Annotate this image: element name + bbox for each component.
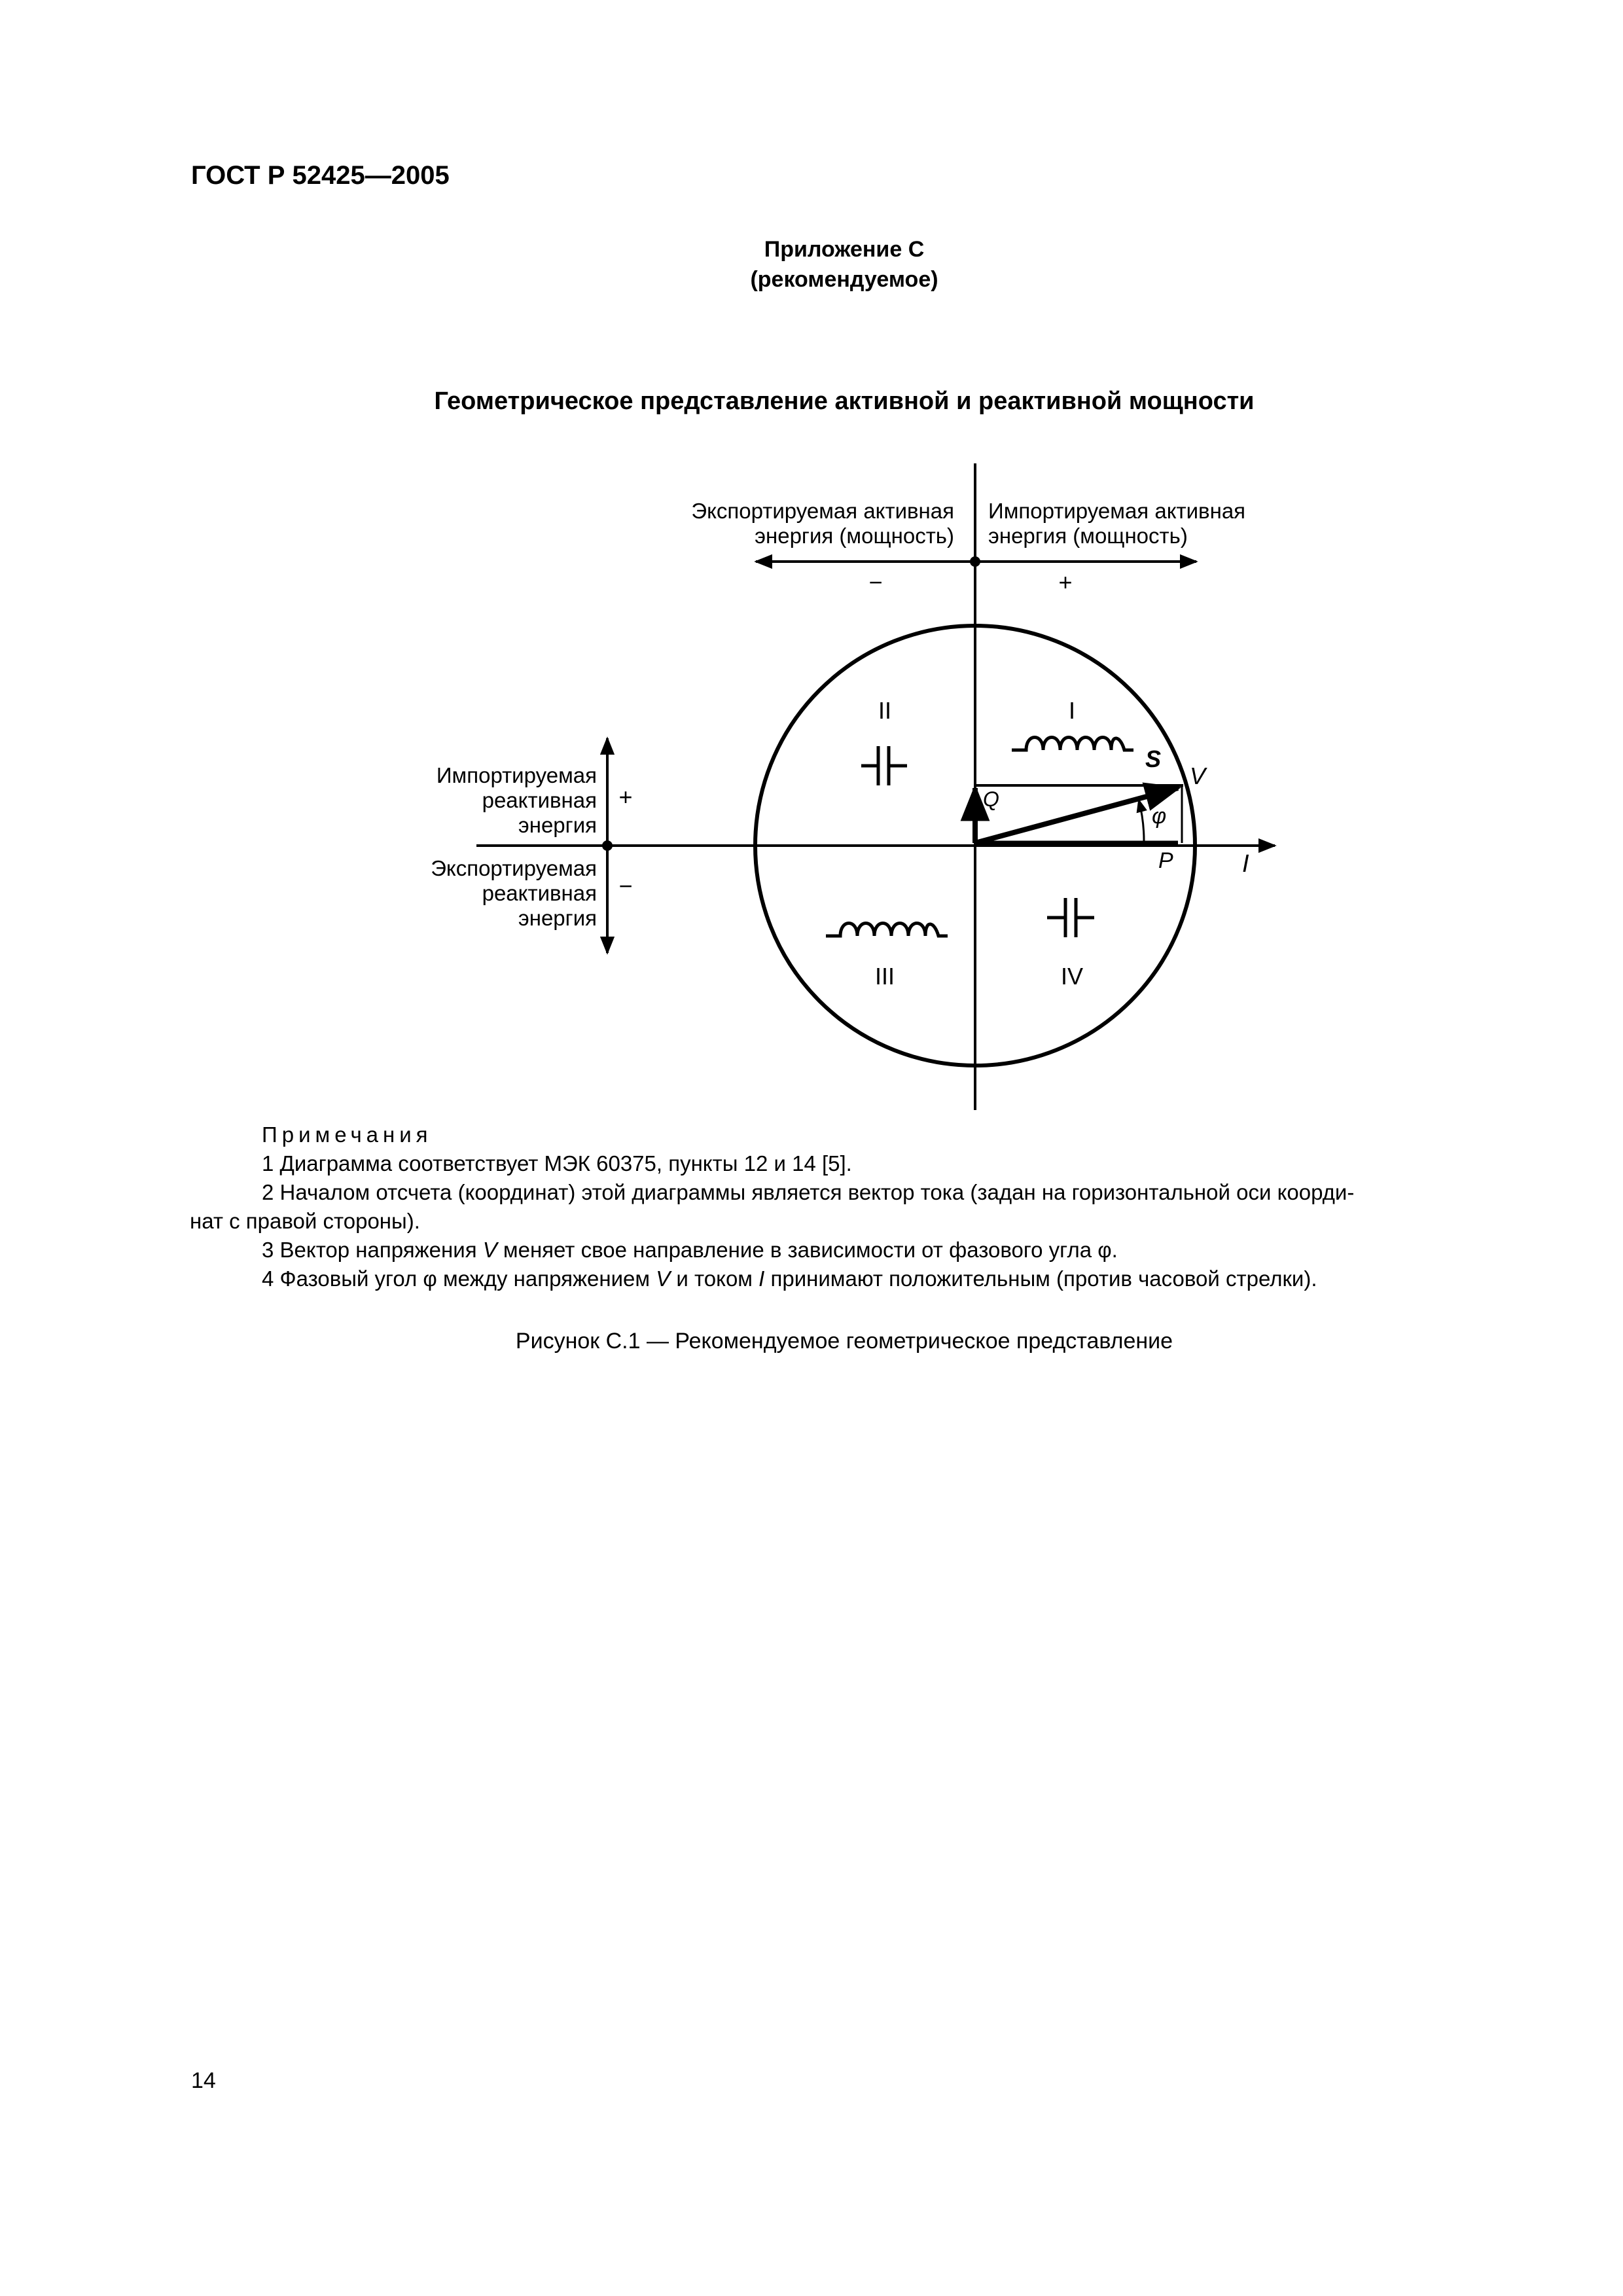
note-3-v: V xyxy=(482,1238,497,1262)
quadrant-3-label: III xyxy=(874,963,895,990)
figure-caption: Рисунок С.1 — Рекомендуемое геометрическое представление xyxy=(515,1329,1173,1354)
reactive-arrow-origin-dot xyxy=(602,840,613,851)
note-4-v: V xyxy=(656,1266,671,1291)
inductor-icon xyxy=(826,924,948,937)
active-import-label-line-2: энергия (мощность) xyxy=(988,524,1188,548)
note-4-text-mid: и током xyxy=(670,1266,759,1291)
quadrant-4-label: IV xyxy=(1060,963,1084,990)
document-code: ГОСТ Р 52425—2005 xyxy=(191,161,450,190)
label-phi: φ xyxy=(1152,804,1167,829)
annex-subtitle: (рекомендуемое) xyxy=(750,267,938,292)
capacitor-icon xyxy=(1047,898,1094,937)
reactive-import-label-line-1: Импортируемая xyxy=(436,763,597,787)
inductor-icon xyxy=(1012,738,1133,751)
note-3-text-end: меняет свое направление в зависимости от фазового угла φ. xyxy=(497,1238,1118,1262)
reactive-plus-sign: + xyxy=(618,783,633,810)
reactive-import-label-line-3: энергия xyxy=(518,813,597,837)
label-v: V xyxy=(1190,762,1206,789)
note-3 xyxy=(262,1236,1518,1265)
note-1: 1 Диаграмма соответствует МЭК 60375, пункты 12 и 14 [5]. xyxy=(262,1151,852,1175)
page-number: 14 xyxy=(191,2068,216,2093)
note-2-continuation: нат с правой стороны). xyxy=(190,1209,420,1233)
power-diagram xyxy=(0,0,1623,1126)
label-q: Q xyxy=(983,787,999,811)
active-export-label-line-2: энергия (мощность) xyxy=(755,524,954,548)
annex-title: Приложение С xyxy=(764,237,925,262)
reactive-minus-sign: − xyxy=(618,872,633,899)
note-4-i: I xyxy=(758,1266,765,1291)
label-current-i: I xyxy=(1242,850,1249,878)
note-4-text-start: 4 Фазовый угол φ между напряжением xyxy=(262,1266,656,1291)
figure-title: Геометрическое представление активной и реактивной мощности xyxy=(434,387,1255,415)
note-3-text-start: 3 Вектор напряжения xyxy=(262,1238,483,1262)
active-arrow-origin-dot xyxy=(970,556,980,567)
notes-heading: Примечания xyxy=(262,1122,433,1147)
capacitor-icon xyxy=(861,746,907,785)
active-import-label-line-1: Импортируемая активная xyxy=(988,499,1246,523)
active-minus-sign: − xyxy=(868,569,883,596)
note-4-text-end: принимают положительным (против часовой стрелки). xyxy=(764,1266,1317,1291)
phi-arc xyxy=(1139,800,1144,842)
active-plus-sign: + xyxy=(1058,569,1073,596)
v-vector xyxy=(975,788,1178,843)
active-export-label-line-1: Экспортируемая активная xyxy=(691,499,954,523)
notes xyxy=(190,1121,1518,1293)
reactive-export-label-line-2: реактивная xyxy=(482,881,597,905)
reactive-export-label-line-1: Экспортируемая xyxy=(431,856,597,880)
note-2: 2 Началом отсчета (координат) этой диаграммы является вектор тока (задан на горизонтальной оси коорди- xyxy=(262,1180,1355,1204)
label-p: P xyxy=(1158,848,1173,873)
reactive-import-label-line-2: реактивная xyxy=(482,788,597,812)
quadrant-2-label: II xyxy=(878,697,892,724)
quadrant-1-label: I xyxy=(1068,697,1076,724)
note-4 xyxy=(262,1265,1518,1293)
reactive-export-label-line-3: энергия xyxy=(518,906,597,930)
label-s: S xyxy=(1145,745,1162,772)
